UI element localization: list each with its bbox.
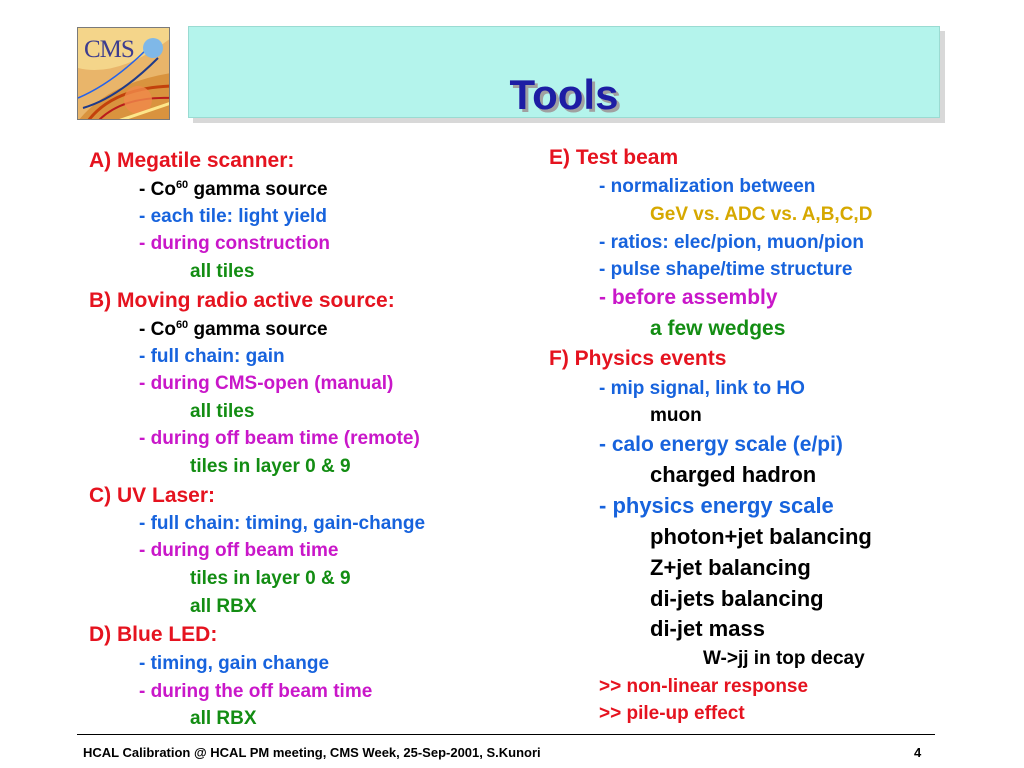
list-item: di-jet mass [650,616,765,641]
list-item: F) Physics events [549,347,727,370]
list-item: >> non-linear response [599,676,809,697]
list-item: - physics energy scale [599,493,834,518]
list-item: D) Blue LED: [89,623,218,646]
list-item: charged hadron [650,462,817,487]
list-item: - Co$^{60}$ gamma source [139,179,328,200]
list-item: - ratios: elec/pion, muon/pion [599,232,864,253]
list-item: all RBX [190,708,257,729]
list-item: - each tile: light yield [139,206,327,227]
list-item: - timing, gain change [139,653,330,674]
list-item: - during construction [139,233,331,254]
page-number: 4 [914,745,922,760]
cms-logo-text: CMS [84,36,134,63]
list-item: tiles in layer 0 & 9 [190,568,351,589]
list-item: all RBX [190,596,257,617]
list-item: - Co$^{60}$ gamma source [139,319,328,340]
list-item: GeV vs. ADC vs. A,B,C,D [650,204,873,225]
list-item: A) Megatile scanner: [89,149,295,172]
list-item: - mip signal, link to HO [599,378,805,399]
list-item: - full chain: gain [139,346,285,367]
list-item: - before assembly [599,286,778,309]
list-item: - normalization between [599,176,816,197]
list-item: C) UV Laser: [89,484,216,507]
list-item: - during the off beam time [139,681,373,702]
list-item: - calo energy scale (e/pi) [599,433,843,456]
list-item: photon+jet balancing [650,524,872,549]
list-item: - pulse shape/time structure [599,259,853,280]
footer-divider [77,734,935,735]
list-item: - during off beam time (remote) [139,428,420,449]
list-item: >> pile-up effect [599,703,745,724]
list-item: Z+jet balancing [650,555,811,580]
list-item: a few wedges [650,317,786,340]
title-box [188,26,940,118]
list-item: E) Test beam [549,146,679,169]
list-item: - during off beam time [139,540,339,561]
list-item: di-jets balancing [650,586,824,611]
slide-title: Tools [509,71,619,118]
list-item: - full chain: timing, gain-change [139,513,426,534]
list-item: all tiles [190,401,255,422]
cms-logo [77,27,170,120]
list-item: muon [650,405,702,426]
footer-text: HCAL Calibration @ HCAL PM meeting, CMS Week, 25-Sep-2001, S.Kunori [83,745,541,760]
list-item: W->jj in top decay [703,648,865,669]
list-item: all tiles [190,261,255,282]
list-item: tiles in layer 0 & 9 [190,456,351,477]
list-item: - during CMS-open (manual) [139,373,394,394]
list-item: B) Moving radio active source: [89,289,395,312]
